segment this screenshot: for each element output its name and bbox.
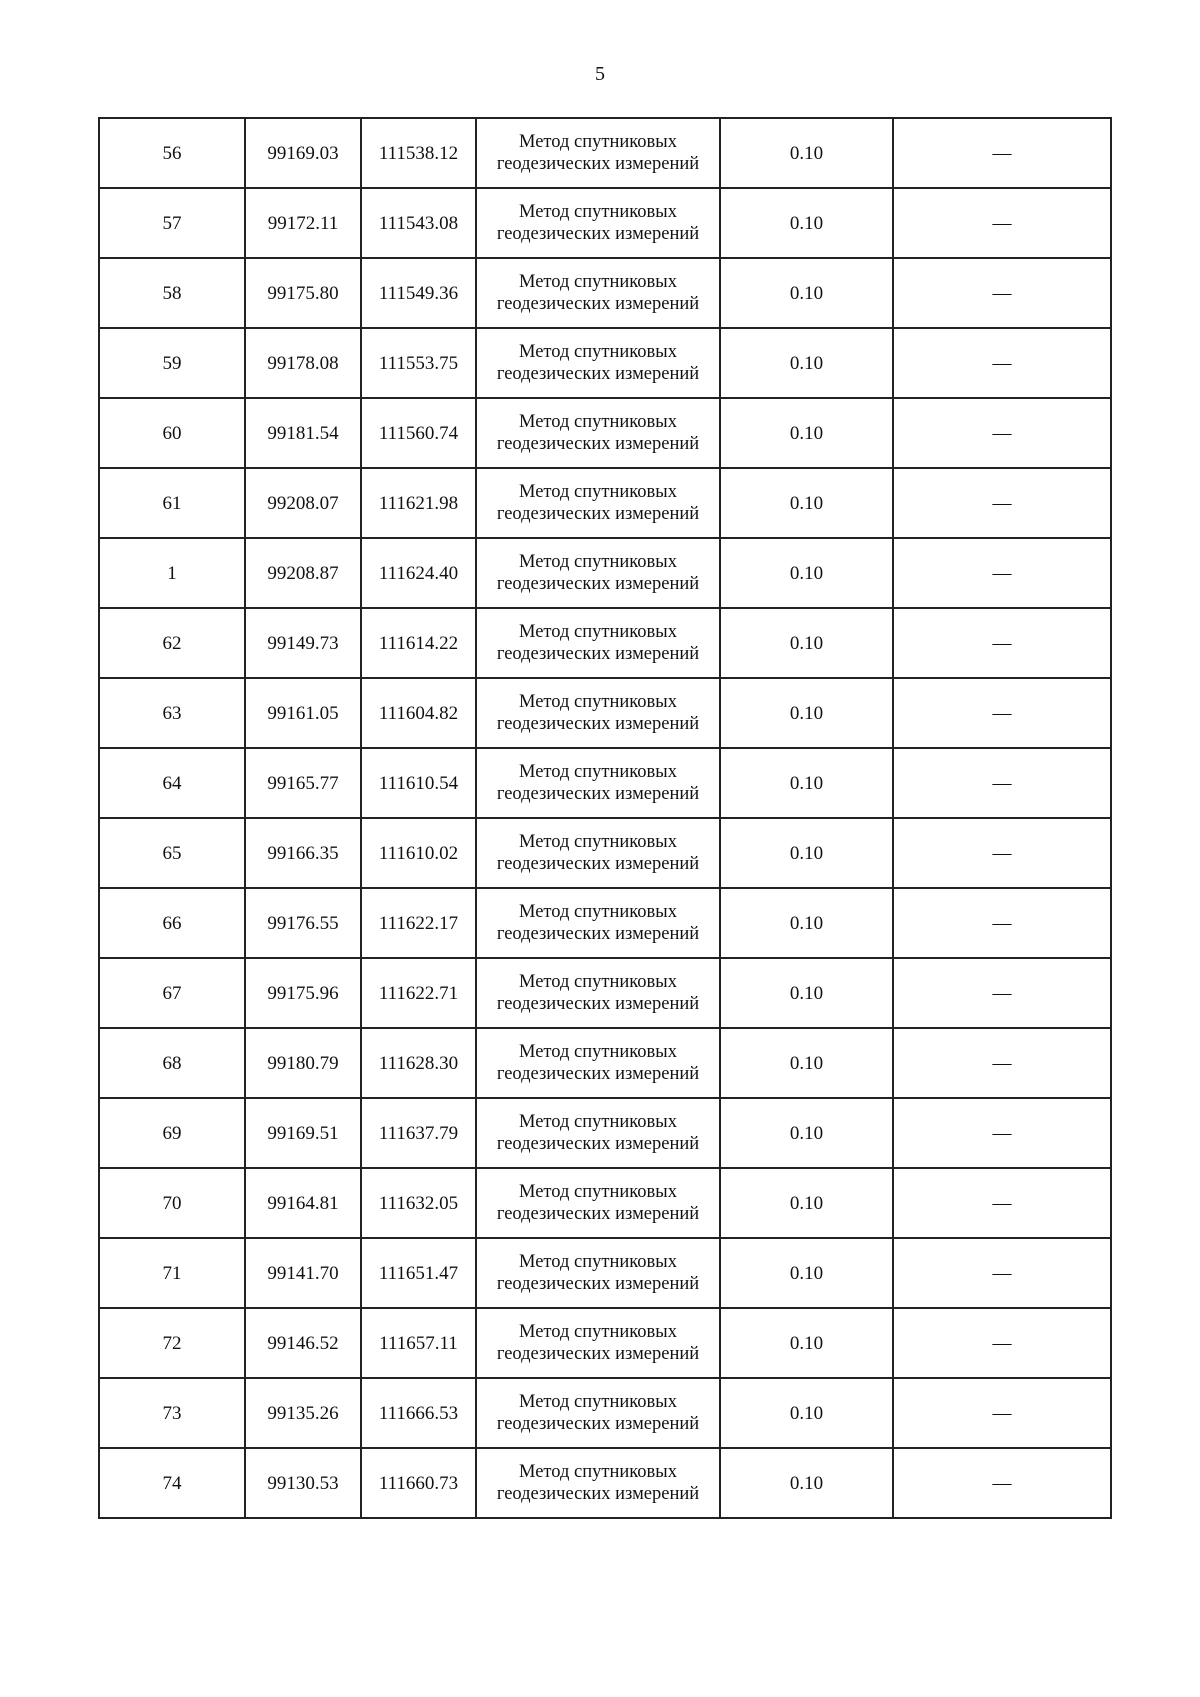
accuracy-cell: 0.10: [720, 608, 893, 678]
note-cell: —: [893, 1168, 1111, 1238]
coordinate-x-cell: 99146.52: [245, 1308, 361, 1378]
table-row: [99, 888, 1111, 958]
coordinate-y-cell: 111610.54: [361, 748, 476, 818]
table-row: [99, 818, 1111, 888]
method-line-2: геодезических измерений: [496, 924, 700, 944]
point-number-cell: 68: [99, 1028, 245, 1098]
accuracy-cell: 0.10: [720, 1098, 893, 1168]
point-number-cell: 62: [99, 608, 245, 678]
accuracy-cell: 0.10: [720, 118, 893, 188]
table-row: [99, 1448, 1111, 1518]
point-number-cell: 59: [99, 328, 245, 398]
method-line-1: Метод спутниковых: [519, 692, 677, 712]
method-cell: [476, 1308, 720, 1378]
coordinate-x-cell: 99169.03: [245, 118, 361, 188]
table-row: [99, 958, 1111, 1028]
accuracy-cell: 0.10: [720, 468, 893, 538]
accuracy-cell: 0.10: [720, 188, 893, 258]
method-cell: [476, 468, 720, 538]
method-line-2: геодезических измерений: [496, 714, 700, 734]
method-cell: [476, 1168, 720, 1238]
point-number-cell: 1: [99, 538, 245, 608]
method-line-2: геодезических измерений: [496, 1064, 700, 1084]
method-line-2: геодезических измерений: [496, 1134, 700, 1154]
coordinate-y-cell: 111538.12: [361, 118, 476, 188]
coordinate-y-cell: 111560.74: [361, 398, 476, 468]
method-line-1: Метод спутниковых: [519, 412, 677, 432]
coordinate-y-cell: 111622.71: [361, 958, 476, 1028]
coordinate-y-cell: 111657.11: [361, 1308, 476, 1378]
method-line-1: Метод спутниковых: [519, 342, 677, 362]
table-row: [99, 1098, 1111, 1168]
coordinate-y-cell: 111666.53: [361, 1378, 476, 1448]
note-cell: —: [893, 958, 1111, 1028]
coordinate-y-cell: 111624.40: [361, 538, 476, 608]
method-cell: [476, 1238, 720, 1308]
coordinate-x-cell: 99180.79: [245, 1028, 361, 1098]
coordinate-y-cell: 111549.36: [361, 258, 476, 328]
method-line-2: геодезических измерений: [496, 1204, 700, 1224]
page-number: 5: [595, 63, 605, 85]
method-cell: [476, 608, 720, 678]
accuracy-cell: 0.10: [720, 1028, 893, 1098]
accuracy-cell: 0.10: [720, 328, 893, 398]
coordinate-x-cell: 99130.53: [245, 1448, 361, 1518]
point-number-cell: 74: [99, 1448, 245, 1518]
method-line-2: геодезических измерений: [496, 1344, 700, 1364]
table-row: [99, 328, 1111, 398]
table-row: [99, 398, 1111, 468]
method-line-2: геодезических измерений: [496, 1274, 700, 1294]
accuracy-cell: 0.10: [720, 1378, 893, 1448]
method-line-1: Метод спутниковых: [519, 1112, 677, 1132]
method-line-2: геодезических измерений: [496, 574, 700, 594]
point-number-cell: 69: [99, 1098, 245, 1168]
table-row: [99, 1238, 1111, 1308]
accuracy-cell: 0.10: [720, 1308, 893, 1378]
table-row: [99, 468, 1111, 538]
coordinate-y-cell: 111632.05: [361, 1168, 476, 1238]
point-number-cell: 65: [99, 818, 245, 888]
coordinate-x-cell: 99208.07: [245, 468, 361, 538]
note-cell: —: [893, 1378, 1111, 1448]
point-number-cell: 57: [99, 188, 245, 258]
note-cell: —: [893, 1238, 1111, 1308]
method-cell: [476, 398, 720, 468]
note-cell: —: [893, 1448, 1111, 1518]
coordinates-table: [98, 117, 1112, 1519]
note-cell: —: [893, 678, 1111, 748]
accuracy-cell: 0.10: [720, 258, 893, 328]
method-cell: [476, 748, 720, 818]
point-number-cell: 58: [99, 258, 245, 328]
note-cell: —: [893, 328, 1111, 398]
coordinate-y-cell: 111621.98: [361, 468, 476, 538]
accuracy-cell: 0.10: [720, 888, 893, 958]
accuracy-cell: 0.10: [720, 1168, 893, 1238]
table-row: [99, 1168, 1111, 1238]
table-row: [99, 678, 1111, 748]
note-cell: —: [893, 118, 1111, 188]
coordinates-table-body: [99, 118, 1111, 1518]
accuracy-cell: 0.10: [720, 678, 893, 748]
coordinate-y-cell: 111604.82: [361, 678, 476, 748]
point-number-cell: 73: [99, 1378, 245, 1448]
table-row: [99, 258, 1111, 328]
note-cell: —: [893, 818, 1111, 888]
point-number-cell: 56: [99, 118, 245, 188]
coordinate-x-cell: 99172.11: [245, 188, 361, 258]
method-cell: [476, 1448, 720, 1518]
method-cell: [476, 538, 720, 608]
method-line-1: Метод спутниковых: [519, 482, 677, 502]
coordinate-y-cell: 111628.30: [361, 1028, 476, 1098]
method-cell: [476, 958, 720, 1028]
coordinate-x-cell: 99161.05: [245, 678, 361, 748]
method-line-2: геодезических измерений: [496, 1414, 700, 1434]
method-line-2: геодезических измерений: [496, 994, 700, 1014]
table-row: [99, 1028, 1111, 1098]
method-cell: [476, 118, 720, 188]
coordinate-x-cell: 99181.54: [245, 398, 361, 468]
point-number-cell: 63: [99, 678, 245, 748]
coordinate-y-cell: 111651.47: [361, 1238, 476, 1308]
point-number-cell: 66: [99, 888, 245, 958]
point-number-cell: 72: [99, 1308, 245, 1378]
method-line-1: Метод спутниковых: [519, 1182, 677, 1202]
point-number-cell: 67: [99, 958, 245, 1028]
coordinate-x-cell: 99169.51: [245, 1098, 361, 1168]
note-cell: —: [893, 258, 1111, 328]
method-line-2: геодезических измерений: [496, 434, 700, 454]
coordinate-x-cell: 99135.26: [245, 1378, 361, 1448]
accuracy-cell: 0.10: [720, 818, 893, 888]
method-cell: [476, 888, 720, 958]
accuracy-cell: 0.10: [720, 1238, 893, 1308]
method-line-2: геодезических измерений: [496, 1484, 700, 1504]
coordinate-x-cell: 99164.81: [245, 1168, 361, 1238]
table-row: [99, 538, 1111, 608]
method-line-1: Метод спутниковых: [519, 1322, 677, 1342]
method-line-1: Метод спутниковых: [519, 132, 677, 152]
method-line-1: Метод спутниковых: [519, 622, 677, 642]
method-line-1: Метод спутниковых: [519, 1252, 677, 1272]
coordinate-y-cell: 111610.02: [361, 818, 476, 888]
coordinate-x-cell: 99175.80: [245, 258, 361, 328]
point-number-cell: 71: [99, 1238, 245, 1308]
method-line-1: Метод спутниковых: [519, 202, 677, 222]
method-cell: [476, 258, 720, 328]
method-line-2: геодезических измерений: [496, 504, 700, 524]
method-line-2: геодезических измерений: [496, 364, 700, 384]
point-number-cell: 70: [99, 1168, 245, 1238]
method-cell: [476, 328, 720, 398]
method-line-1: Метод спутниковых: [519, 1042, 677, 1062]
method-cell: [476, 1098, 720, 1168]
table-row: [99, 1308, 1111, 1378]
accuracy-cell: 0.10: [720, 958, 893, 1028]
point-number-cell: 64: [99, 748, 245, 818]
method-cell: [476, 678, 720, 748]
note-cell: —: [893, 398, 1111, 468]
coordinate-x-cell: 99141.70: [245, 1238, 361, 1308]
method-cell: [476, 818, 720, 888]
method-line-1: Метод спутниковых: [519, 552, 677, 572]
table-row: [99, 188, 1111, 258]
coordinate-x-cell: 99165.77: [245, 748, 361, 818]
method-line-2: геодезических измерений: [496, 224, 700, 244]
method-line-2: геодезических измерений: [496, 154, 700, 174]
method-line-1: Метод спутниковых: [519, 832, 677, 852]
note-cell: —: [893, 888, 1111, 958]
point-number-cell: 61: [99, 468, 245, 538]
method-line-1: Метод спутниковых: [519, 762, 677, 782]
coordinate-y-cell: 111614.22: [361, 608, 476, 678]
method-line-2: геодезических измерений: [496, 294, 700, 314]
coordinate-y-cell: 111553.75: [361, 328, 476, 398]
table-row: [99, 608, 1111, 678]
method-cell: [476, 188, 720, 258]
note-cell: —: [893, 468, 1111, 538]
table-row: [99, 118, 1111, 188]
coordinate-x-cell: 99175.96: [245, 958, 361, 1028]
method-line-1: Метод спутниковых: [519, 972, 677, 992]
accuracy-cell: 0.10: [720, 538, 893, 608]
note-cell: —: [893, 608, 1111, 678]
method-line-1: Метод спутниковых: [519, 902, 677, 922]
accuracy-cell: 0.10: [720, 398, 893, 468]
coordinate-y-cell: 111543.08: [361, 188, 476, 258]
coordinate-x-cell: 99178.08: [245, 328, 361, 398]
accuracy-cell: 0.10: [720, 1448, 893, 1518]
note-cell: —: [893, 1308, 1111, 1378]
note-cell: —: [893, 1098, 1111, 1168]
coordinate-x-cell: 99166.35: [245, 818, 361, 888]
table-row: [99, 1378, 1111, 1448]
method-line-1: Метод спутниковых: [519, 1462, 677, 1482]
coordinate-x-cell: 99149.73: [245, 608, 361, 678]
method-line-2: геодезических измерений: [496, 644, 700, 664]
method-line-1: Метод спутниковых: [519, 272, 677, 292]
method-line-2: геодезических измерений: [496, 784, 700, 804]
method-cell: [476, 1028, 720, 1098]
coordinate-x-cell: 99208.87: [245, 538, 361, 608]
coordinate-x-cell: 99176.55: [245, 888, 361, 958]
note-cell: —: [893, 188, 1111, 258]
method-cell: [476, 1378, 720, 1448]
method-line-2: геодезических измерений: [496, 854, 700, 874]
note-cell: —: [893, 538, 1111, 608]
table-row: [99, 748, 1111, 818]
note-cell: —: [893, 748, 1111, 818]
note-cell: —: [893, 1028, 1111, 1098]
coordinate-y-cell: 111637.79: [361, 1098, 476, 1168]
point-number-cell: 60: [99, 398, 245, 468]
coordinate-y-cell: 111622.17: [361, 888, 476, 958]
coordinate-y-cell: 111660.73: [361, 1448, 476, 1518]
accuracy-cell: 0.10: [720, 748, 893, 818]
method-line-1: Метод спутниковых: [519, 1392, 677, 1412]
